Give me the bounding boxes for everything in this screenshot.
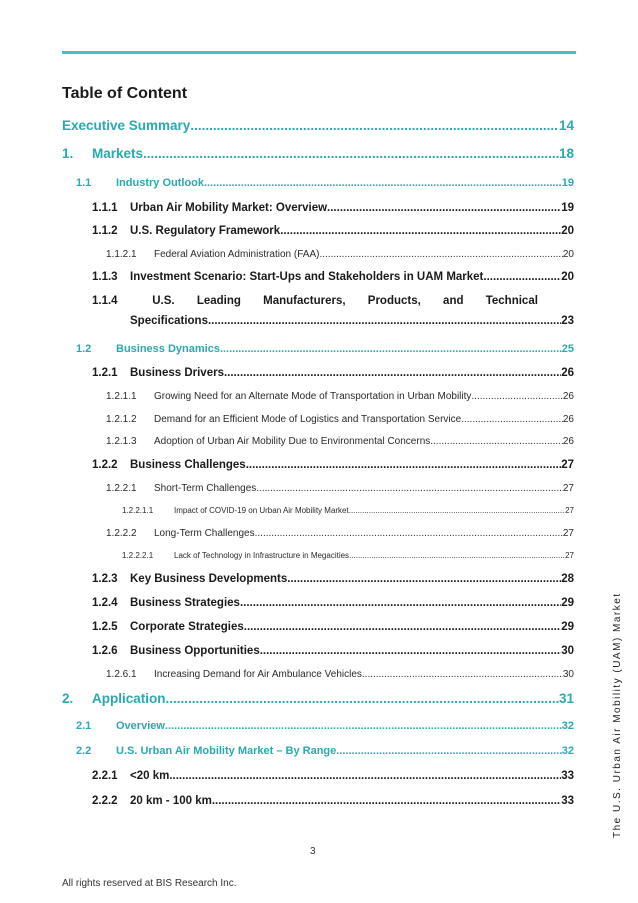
toc-entry-number: 1.1.2 bbox=[92, 225, 118, 237]
toc-entry-number: 1.2.2.2.1 bbox=[122, 551, 154, 560]
toc-entry-page: 23 bbox=[561, 315, 574, 327]
toc-entry-text: Demand for an Efficient Mode of Logistics and Transportation Service bbox=[154, 414, 462, 425]
dot-leader bbox=[143, 146, 559, 161]
toc-entry-page: 26 bbox=[562, 436, 574, 447]
toc-entry-key-developments[interactable] bbox=[92, 573, 574, 585]
dot-leader bbox=[327, 202, 561, 214]
toc-entry-text: Long-Term Challenges bbox=[154, 528, 255, 539]
toc-entry-by-range[interactable] bbox=[76, 745, 574, 757]
dot-leader bbox=[244, 621, 561, 633]
toc-entry-text: Application bbox=[92, 691, 166, 706]
toc-entry-business-dynamics[interactable] bbox=[76, 343, 574, 355]
toc-entry-overview[interactable] bbox=[76, 720, 574, 732]
toc-entry-number: 1.2.2.1 bbox=[106, 483, 137, 494]
dot-leader bbox=[240, 597, 561, 609]
dot-leader bbox=[255, 528, 563, 539]
dot-leader bbox=[208, 315, 561, 327]
toc-entry-number: 1.1.2.1 bbox=[106, 249, 137, 260]
dot-leader bbox=[166, 691, 559, 706]
toc-entry-number: 1.1 bbox=[76, 177, 92, 189]
toc-entry-word: Manufacturers, bbox=[263, 295, 346, 307]
toc-entry-text: Specifications bbox=[130, 315, 208, 327]
toc-entry-text: Federal Aviation Administration (FAA) bbox=[154, 249, 320, 260]
toc-entry-air-ambulance[interactable] bbox=[106, 669, 574, 680]
toc-entry-corporate-strategies[interactable] bbox=[92, 621, 574, 633]
dot-leader bbox=[220, 343, 562, 355]
toc-entry-number: 1. bbox=[62, 146, 74, 161]
toc-entry-text: Key Business Developments bbox=[130, 573, 288, 585]
toc-entry-word: Leading bbox=[196, 295, 241, 307]
dot-leader bbox=[212, 795, 561, 807]
toc-entry-page: 19 bbox=[561, 202, 574, 214]
toc-entry-number: 1.2.1 bbox=[92, 367, 118, 379]
toc-entry-range-under-20[interactable] bbox=[92, 770, 574, 782]
dot-leader bbox=[165, 720, 562, 732]
toc-entry-text: Corporate Strategies bbox=[130, 621, 244, 633]
toc-entry-page: 33 bbox=[561, 770, 574, 782]
toc-entry-business-challenges[interactable] bbox=[92, 459, 574, 471]
toc-entry-number: 2.2 bbox=[76, 745, 92, 757]
toc-entry-text: Investment Scenario: Start-Ups and Stakeholders in UAM Market bbox=[130, 271, 484, 283]
toc-title: Table of Content bbox=[62, 85, 188, 102]
toc-entry-text: Business Dynamics bbox=[116, 343, 220, 355]
dot-leader bbox=[260, 645, 561, 657]
dot-leader bbox=[319, 249, 562, 260]
toc-entry-investment-scenario[interactable] bbox=[92, 271, 574, 283]
toc-entry-page: 26 bbox=[561, 367, 574, 379]
toc-entry-page: 20 bbox=[562, 249, 574, 260]
toc-entry-text: U.S. Urban Air Mobility Market – By Range bbox=[116, 745, 337, 757]
dot-leader bbox=[246, 459, 562, 471]
toc-entry-number: 1.2.2.1.1 bbox=[122, 506, 154, 515]
toc-entry-environmental-concerns[interactable] bbox=[106, 436, 574, 447]
toc-entry-text: Business Challenges bbox=[130, 459, 246, 471]
toc-entry-industry-outlook[interactable] bbox=[76, 177, 574, 189]
toc-entry-page: 32 bbox=[561, 745, 574, 757]
toc-entry-text: Business Drivers bbox=[130, 367, 224, 379]
toc-entry-text: Impact of COVID-19 on Urban Air Mobility Market bbox=[174, 506, 349, 515]
toc-entry-page: 25 bbox=[561, 343, 574, 355]
dot-leader bbox=[190, 118, 559, 133]
dot-leader bbox=[287, 573, 561, 585]
dot-leader bbox=[349, 506, 565, 515]
toc-entry-page: 20 bbox=[561, 271, 574, 283]
toc-entry-text: Adoption of Urban Air Mobility Due to Environmental Concerns bbox=[154, 436, 431, 447]
toc-entry-text: Business Strategies bbox=[130, 597, 240, 609]
toc-entry-word: Products, bbox=[367, 295, 421, 307]
toc-entry-page: 27 bbox=[562, 483, 574, 494]
toc-entry-text: U.S. Regulatory Framework bbox=[130, 225, 281, 237]
dot-leader bbox=[471, 391, 562, 402]
toc-entry-page: 27 bbox=[562, 528, 574, 539]
toc-entry-page: 29 bbox=[561, 621, 574, 633]
side-running-title: The U.S. Urban Air Mobility (UAM) Market bbox=[612, 592, 623, 838]
toc-entry-page: 32 bbox=[561, 720, 574, 732]
toc-entry-text: Short-Term Challenges bbox=[154, 483, 257, 494]
toc-entry-number: 1.2 bbox=[76, 343, 92, 355]
toc-entry-page: 29 bbox=[561, 597, 574, 609]
toc-entry-markets[interactable] bbox=[62, 146, 574, 161]
toc-entry-page: 26 bbox=[562, 414, 574, 425]
toc-entry-executive-summary[interactable] bbox=[62, 118, 574, 133]
dot-leader bbox=[362, 669, 563, 680]
toc-entry-page: 28 bbox=[561, 573, 574, 585]
dot-leader bbox=[280, 225, 561, 237]
toc-entry-number: 1.2.2.2 bbox=[106, 528, 137, 539]
toc-entry-page: 26 bbox=[562, 391, 574, 402]
toc-entry-text: 20 km - 100 km bbox=[130, 795, 212, 807]
toc-entry-long-term-challenges[interactable] bbox=[106, 528, 574, 539]
toc-entry-faa[interactable] bbox=[106, 249, 574, 260]
toc-entry-business-drivers[interactable] bbox=[92, 367, 574, 379]
toc-entry-short-term-challenges[interactable] bbox=[106, 483, 574, 494]
toc-entry-us-manufacturers[interactable] bbox=[92, 295, 574, 327]
toc-entry-page: 18 bbox=[558, 146, 574, 161]
toc-entry-page: 27 bbox=[561, 459, 574, 471]
dot-leader bbox=[336, 745, 562, 757]
toc-entry-text: Executive Summary bbox=[62, 118, 191, 133]
toc-entry-number: 1.1.3 bbox=[92, 271, 118, 283]
toc-entry-text: <20 km bbox=[130, 770, 170, 782]
toc-entry-number: 1.1.1 bbox=[92, 202, 118, 214]
toc-entry-text: Markets bbox=[92, 146, 144, 161]
toc-entry-text: Business Opportunities bbox=[130, 645, 260, 657]
dot-leader bbox=[461, 414, 563, 425]
toc-entry-business-strategies[interactable] bbox=[92, 597, 574, 609]
toc-entry-page: 30 bbox=[561, 645, 574, 657]
toc-entry-page: 14 bbox=[558, 118, 574, 133]
dot-leader bbox=[256, 483, 563, 494]
toc-entry-page: 19 bbox=[561, 177, 574, 189]
toc-entry-number: 1.1.4 bbox=[92, 295, 118, 307]
toc-entry-text: Growing Need for an Alternate Mode of Transportation in Urban Mobility bbox=[154, 391, 472, 402]
toc-entry-number: 2.1 bbox=[76, 720, 92, 732]
footer-copyright: All rights reserved at BIS Research Inc. bbox=[62, 878, 237, 889]
toc-entry-page: 20 bbox=[561, 225, 574, 237]
dot-leader bbox=[169, 770, 561, 782]
dot-leader bbox=[204, 177, 562, 189]
toc-entry-application[interactable] bbox=[62, 691, 574, 706]
toc-entry-number: 1.2.1.1 bbox=[106, 391, 137, 402]
toc-entry-range-20-100[interactable] bbox=[92, 795, 574, 807]
toc-entry-page: 31 bbox=[558, 691, 574, 706]
toc-entry-text: Industry Outlook bbox=[116, 177, 204, 189]
toc-entry-page: 27 bbox=[565, 551, 574, 560]
toc-entry-number: 2. bbox=[62, 691, 74, 706]
toc-entry-word: Technical bbox=[485, 295, 538, 307]
dot-leader bbox=[483, 271, 561, 283]
toc-entry-page: 27 bbox=[565, 506, 574, 515]
toc-entry-number: 1.2.1.3 bbox=[106, 436, 137, 447]
toc-entry-word: and bbox=[443, 295, 464, 307]
toc-entry-covid-impact[interactable] bbox=[122, 506, 574, 515]
toc-entry-number: 1.2.3 bbox=[92, 573, 118, 585]
toc-entry-business-opportunities[interactable] bbox=[92, 645, 574, 657]
toc-entry-number: 1.2.2 bbox=[92, 459, 118, 471]
toc-entry-regulatory-framework[interactable] bbox=[92, 225, 574, 237]
toc-entry-alternate-mode[interactable] bbox=[106, 391, 574, 402]
toc-entry-page: 33 bbox=[561, 795, 574, 807]
toc-entry-number: 1.2.6 bbox=[92, 645, 118, 657]
page-number: 3 bbox=[310, 846, 316, 857]
top-rule bbox=[62, 51, 576, 54]
toc-entry-number: 1.2.1.2 bbox=[106, 414, 137, 425]
toc-entry-number: 1.2.5 bbox=[92, 621, 118, 633]
dot-leader bbox=[430, 436, 563, 447]
toc-entry-infrastructure-tech[interactable] bbox=[122, 551, 574, 560]
toc-entry-number: 2.2.1 bbox=[92, 770, 118, 782]
dot-leader bbox=[224, 367, 561, 379]
toc-entry-text: Increasing Demand for Air Ambulance Vehicles bbox=[154, 669, 362, 680]
toc-entry-word: U.S. bbox=[152, 295, 175, 307]
toc-entry-text: Urban Air Mobility Market: Overview bbox=[130, 202, 328, 214]
toc-entry-uam-overview[interactable] bbox=[92, 202, 574, 214]
toc-entry-logistics-demand[interactable] bbox=[106, 414, 574, 425]
dot-leader bbox=[349, 551, 565, 560]
toc-entry-number: 2.2.2 bbox=[92, 795, 118, 807]
toc-entry-number: 1.2.6.1 bbox=[106, 669, 137, 680]
toc-entry-number: 1.2.4 bbox=[92, 597, 118, 609]
toc-entry-text: Lack of Technology in Infrastructure in Megacities bbox=[174, 551, 350, 560]
toc-entry-page: 30 bbox=[562, 669, 574, 680]
toc-entry-text: Overview bbox=[116, 720, 165, 732]
